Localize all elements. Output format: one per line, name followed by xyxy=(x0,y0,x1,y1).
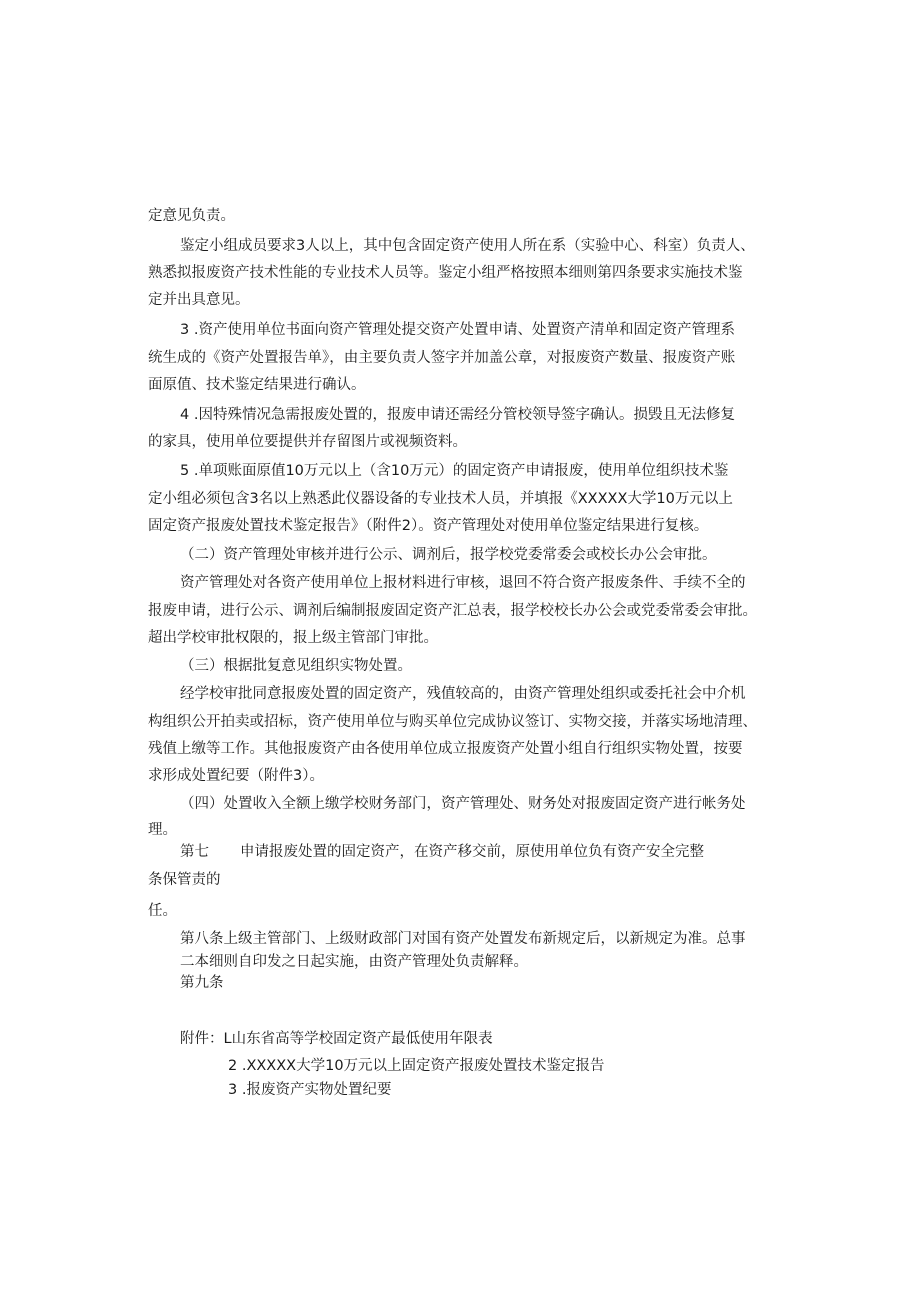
text-line: 构组织公开拍卖或招标，资产使用单位与购买单位完成协议签订、实物交接，并落实场地清理、 xyxy=(148,714,757,730)
text-line: 任。 xyxy=(148,903,177,919)
attachments-heading: 附件：L山东省高等学校固定资产最低使用年限表 xyxy=(180,1031,493,1047)
text-line: 报废申请，进行公示、调剂后编制报废固定资产汇总表，报学校校长办公会或党委常委会审批。 xyxy=(148,603,757,619)
text-line: 经学校审批同意报废处置的固定资产，残值较高的，由资产管理处组织或委托社会中介机 xyxy=(180,686,746,702)
article-label: 第九条 xyxy=(180,975,224,991)
section-heading: （二）资产管理处审核并进行公示、调剂后，报学校党委常委会或校长办公会审批。 xyxy=(180,547,717,563)
text-line: 二本细则自印发之日起实施，由资产管理处负责解释。 xyxy=(180,954,528,970)
text-line: 资产管理处对各资产使用单位上报材料进行审核，退回不符合资产报废条件、手续不全的 xyxy=(180,575,746,591)
text-line: 定意见负责。 xyxy=(148,208,235,224)
text-line: 的家具，使用单位要提供并存留图片或视频资料。 xyxy=(148,434,467,450)
text-line: 3 .资产使用单位书面向资产管理处提交资产处置申请、处置资产清单和固定资产管理系 xyxy=(180,322,735,338)
text-line: 统生成的《资产处置报告单》，由主要负责人签字并加盖公章，对报废资产数量、报废资产账 xyxy=(148,350,736,366)
text-line: 5 .单项账面原值10万元以上（含10万元）的固定资产申请报废，使用单位组织技术鉴 xyxy=(180,463,729,479)
text-line: 熟悉拟报废资产技术性能的专业技术人员等。鉴定小组严格按照本细则第四条要求实施技术鉴 xyxy=(148,265,743,281)
text-line: 鉴定小组成员要求3人以上，其中包含固定资产使用人所在系（实验中心、科室）负责人、 xyxy=(180,238,755,254)
attachment-item: 2 .XXXXX大学10万元以上固定资产报废处置技术鉴定报告 xyxy=(228,1058,605,1074)
text-line: 超出学校审批权限的，报上级主管部门审批。 xyxy=(148,630,438,646)
text-line: 4 .因特殊情况急需报废处置的，报废申请还需经分管校领导签字确认。损毁且无法修复 xyxy=(180,407,735,423)
text-line: 条保管责的 xyxy=(148,872,221,888)
article-label: 第七 xyxy=(180,844,209,860)
text-line: 定并出具意见。 xyxy=(148,292,250,308)
text-line: 申请报废处置的固定资产，在资产移交前，原使用单位负有资产安全完整 xyxy=(240,844,704,860)
section-heading: （三）根据批复意见组织实物处置。 xyxy=(180,658,412,674)
section-heading: （四）处置收入全额上缴学校财务部门，资产管理处、财务处对报废固定资产进行帐务处 xyxy=(180,796,746,812)
text-line: 定小组必须包含3名以上熟悉此仪器设备的专业技术人员，并填报《XXXXX大学10万元以上 xyxy=(148,491,733,507)
text-line: 理。 xyxy=(148,822,177,838)
attachment-item: 3 .报废资产实物处置纪要 xyxy=(228,1082,392,1098)
text-line: 面原值、技术鉴定结果进行确认。 xyxy=(148,377,366,393)
text-line: 第八条上级主管部门、上级财政部门对国有资产处置发布新规定后，以新规定为准。总事 xyxy=(180,931,746,947)
text-line: 求形成处置纪要（附件3）。 xyxy=(148,768,324,784)
text-line: 固定资产报废处置技术鉴定报告》（附件2）。资产管理处对使用单位鉴定结果进行复核。 xyxy=(148,518,709,534)
text-line: 残值上缴等工作。其他报废资产由各使用单位成立报废资产处置小组自行组织实物处置，按要 xyxy=(148,741,743,757)
